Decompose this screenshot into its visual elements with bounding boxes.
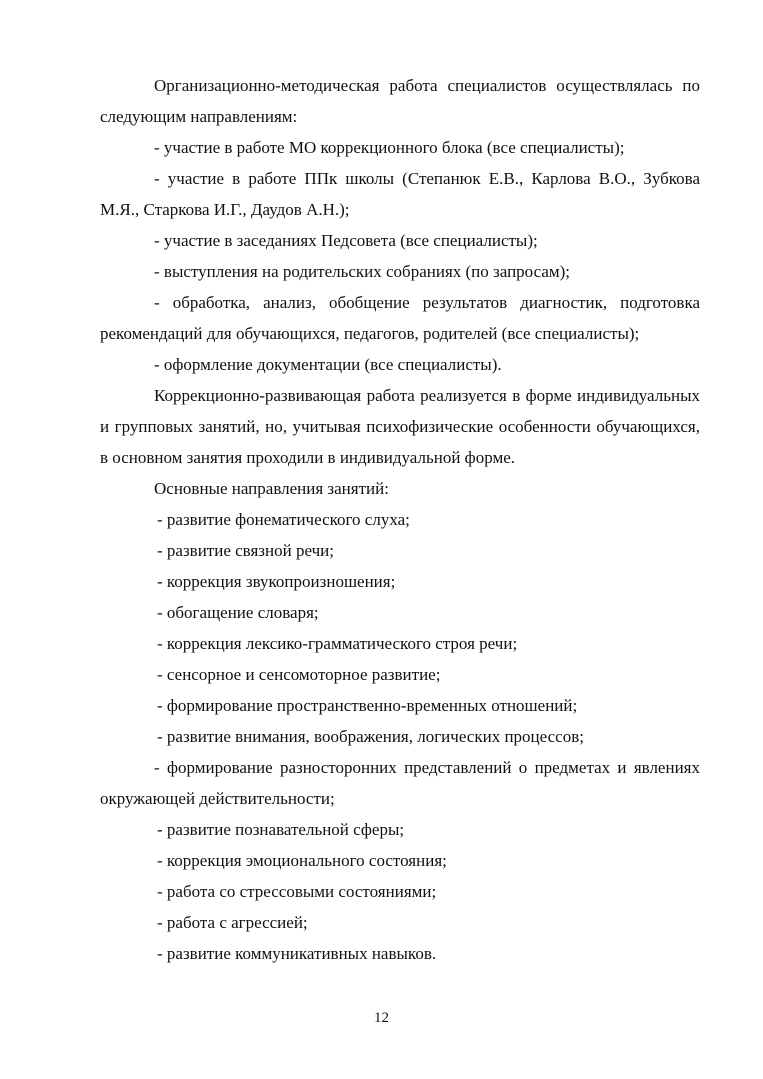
list-item: - выступления на родительских собраниях (по запросам); [154,262,571,281]
list-item: - сенсорное и сенсомоторное развитие; [157,665,441,684]
list-item: - участие в работе ППк школы (Степанюк Е.В., Карлова В.О., Зубкова М.Я., Старкова И.Г., Даудов А.Н.); [100,169,700,219]
list-item: - обработка, анализ, обобщение результатов диагностик, подготовка рекомендаций для обучающихся, педагогов, родителей (все специалисты); [100,293,700,343]
list-item: - развитие познавательной сферы; [157,820,405,839]
list-item: - коррекция звукопроизношения; [157,572,396,591]
list-item: - работа с агрессией; [157,913,308,932]
page-body [100,70,700,969]
list-item: - формирование пространственно-временных отношений; [157,696,578,715]
correction-paragraph: Коррекционно-развивающая работа реализуется в форме индивидуальных и групповых занятий, но, учитывая психофизические особенности обучающихся, в основном занятия проходили в индивидуальной форме. [100,386,700,467]
list-item: - обогащение словаря; [157,603,319,622]
intro-paragraph: Организационно-методическая работа специалистов осуществлялась по следующим направлениям: [100,76,700,126]
list-item: - работа со стрессовыми состояниями; [157,882,437,901]
list-item: - развитие фонематического слуха; [157,510,410,529]
list-item: - развитие коммуникативных навыков. [157,944,437,963]
list-item: - развитие внимания, воображения, логических процессов; [157,727,584,746]
list-item: - участие в работе МО коррекционного блока (все специалисты); [154,138,625,157]
list-item: - коррекция эмоционального состояния; [157,851,447,870]
page-number: 12 [374,1010,389,1026]
list-item: - оформление документации (все специалисты). [154,355,502,374]
list-item: - развитие связной речи; [157,541,334,560]
list-item: - формирование разносторонних представлений о предметах и явлениях окружающей действительности; [100,758,700,808]
list-item: - участие в заседаниях Педсовета (все специалисты); [154,231,538,250]
list-item: - коррекция лексико-грамматического строя речи; [157,634,518,653]
section-heading: Основные направления занятий: [154,479,389,498]
